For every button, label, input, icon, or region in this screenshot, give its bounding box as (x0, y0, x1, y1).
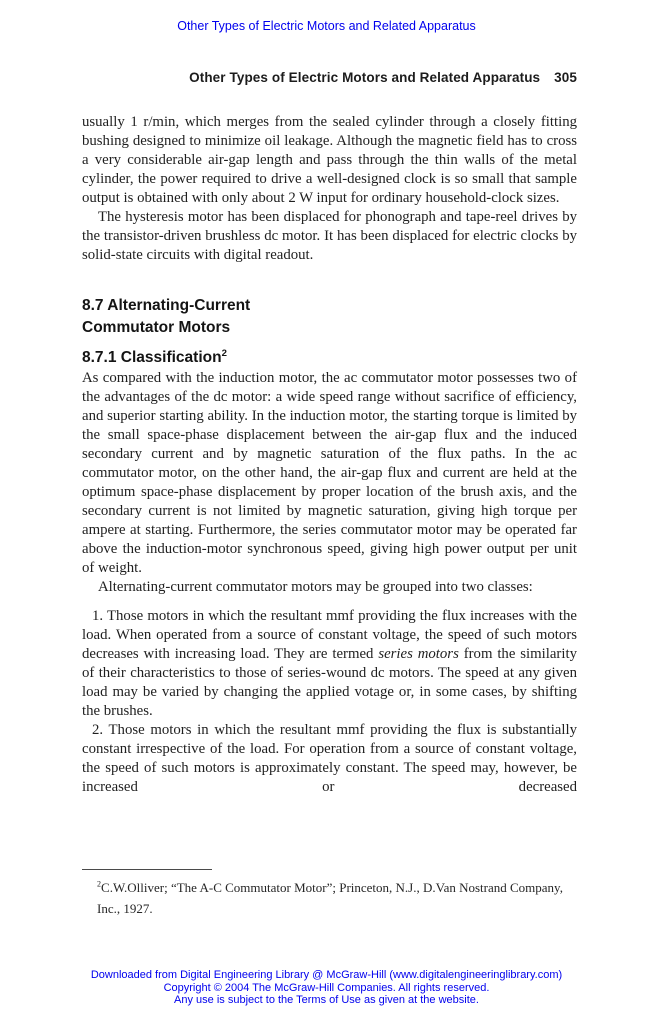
watermark-title: Other Types of Electric Motors and Related Apparatus (177, 19, 476, 33)
section-heading-line1: 8.7 Alternating-Current (82, 297, 251, 314)
text-column (82, 113, 577, 797)
footer-line-2: Copyright © 2004 The McGraw-Hill Companies. All rights reserved. (163, 981, 490, 994)
list-item-2: 2. Those motors in which the resultant mmf providing the flux is substantially constant irrespective of the load. For operation from a source of constant voltage, the speed of such motors is approximately constant. The speed may, however, be increased or decreased (82, 722, 577, 795)
footnote-rule (82, 869, 212, 870)
subsection-heading-text: 8.7.1 Classification (82, 349, 222, 366)
footnote-reference-mark: 2 (221, 347, 227, 359)
footnote-marker: 2 (97, 879, 102, 889)
page-number: 305 (554, 70, 577, 85)
section-heading-8-7 (82, 295, 577, 339)
section-heading-line2: Commutator Motors (82, 319, 231, 336)
paragraph-classes-intro: Alternating-current commutator motors may be grouped into two classes: (98, 579, 533, 595)
running-head (189, 70, 577, 85)
italic-term-series-motors: series motors (378, 646, 459, 662)
list-item-1-text-before: 1. Those motors in which the resultant mmf providing the flux increases with the load. When operated from a source of constant voltage, the speed of such motors decreases with increasing load. They are termed (82, 608, 577, 662)
footnote (82, 869, 577, 919)
list-item-1 (82, 607, 577, 721)
paragraph-comparison: As compared with the induction motor, the ac commutator motor possesses two of the advantages of the dc motor: a wide speed range without sacrifice of efficiency, and superior starting ability. In the induction motor, the starting torque is limited by the small space-phase displacement between the air-gap flux and the induced secondary current and by magnetic saturation of the flux paths. In the ac commutator motor, on the other hand, the air-gap flux and current are held at the optimum space-phase displacement by proper location of the brush axis, and the secondary current is not limited by magnetic saturation, giving high torque per ampere at starting. Furthermore, the series commutator motor may be operated far above the induction-motor synchronous speed, giving high power output per unit of weight. (82, 370, 577, 576)
footer-line-3: Any use is subject to the Terms of Use as given at the website. (174, 994, 479, 1006)
subsection-heading-8-7-1 (82, 347, 577, 369)
list-item-1-text-after: from the similarity of their characteristics to those of series-wound dc motors. The speed at any given load may be varied by changing the applied votage or, in some cases, by shifting the brushes. (82, 646, 577, 719)
footnote-text (97, 877, 577, 919)
paragraph-clock-motor: usually 1 r/min, which merges from the sealed cylinder through a closely fitting bushing designed to minimize oil leakage. Although the magnetic field has to cross a very considerable air-gap length and pass through the thin walls of the metal cylinder, the power required to drive a well-designed clock is so small that sample output is obtained with only about 2 W input for ordinary household-clock sizes. (82, 114, 577, 206)
download-stamp (0, 969, 653, 1007)
footnote-body: C.W.Olliver; “The A-C Commutator Motor”; Princeton, N.J., D.Van Nostrand Company, Inc., 1927. (97, 880, 563, 916)
running-head-title: Other Types of Electric Motors and Related Apparatus (189, 70, 541, 85)
footer-line-1: Downloaded from Digital Engineering Library @ McGraw-Hill (www.digitalengineeringlibrary.com) (90, 969, 563, 981)
paragraph-hysteresis-motor: The hysteresis motor has been displaced for phonograph and tape-reel drives by the transistor-driven brushless dc motor. It has been displaced for electric clocks by solid-state circuits with digital readout. (82, 209, 577, 263)
